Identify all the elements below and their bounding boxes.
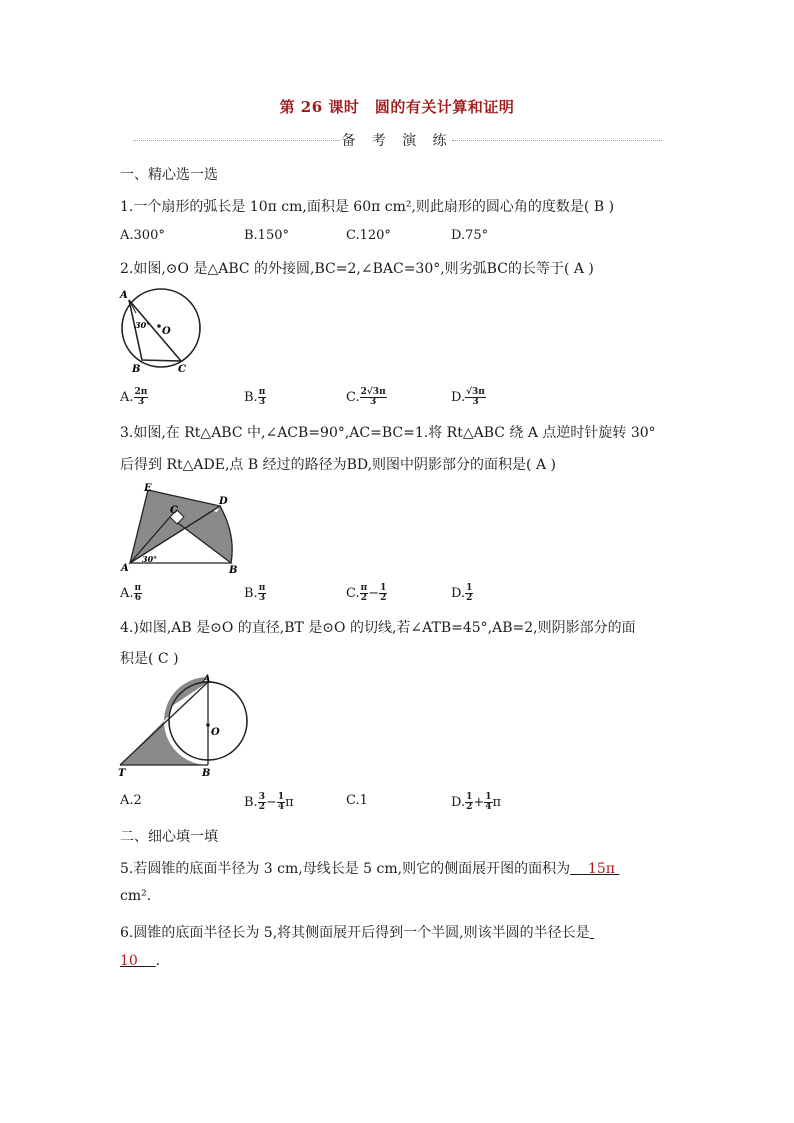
section-heading-choice: 一、精心选一选 bbox=[120, 167, 218, 183]
label-o: O bbox=[162, 326, 171, 337]
question-4-text-line2: 积是( C ) bbox=[120, 651, 179, 667]
q5-unit: cm². bbox=[120, 888, 152, 904]
label-a: A bbox=[121, 563, 129, 574]
page-title: 第 26 课时 圆的有关计算和证明 bbox=[279, 98, 515, 116]
q3-option-d: D. $\frac{1}{2}$ bbox=[451, 583, 473, 603]
question-6-text: 6.圆锥的底面半径长为 5,将其侧面展开后得到一个半圆,则该半圆的半径长是 bbox=[120, 925, 590, 941]
question-1-text: 1.一个扇形的弧长是 10π cm,面积是 60π cm²,则此扇形的圆心角的度数是( B ) bbox=[120, 199, 615, 215]
q4-tangent-figure bbox=[112, 672, 254, 782]
label-b: B bbox=[132, 364, 141, 375]
q3-option-c: C. $\frac{\pi}{2}$ − $\frac{1}{2}$ bbox=[346, 583, 387, 603]
q4-option-d: D. $\frac{1}{2}$ + $\frac{1}{4}$ π bbox=[451, 792, 502, 812]
q2-option-c: C. $\frac{2√3\pi}{3}$ bbox=[346, 387, 386, 407]
question-5-text: 5.若圆锥的底面半径为 3 cm,母线长是 5 cm,则它的侧面展开图的面积为 15π bbox=[120, 858, 619, 878]
q6-answer: 10 bbox=[120, 953, 138, 969]
q2-option-a: A. $\frac{2\pi}{3}$ bbox=[120, 387, 148, 407]
label-d: D bbox=[219, 496, 228, 507]
label-t: T bbox=[118, 768, 126, 779]
label-b: B bbox=[202, 768, 211, 779]
q4-option-a: A.2 bbox=[120, 793, 142, 808]
section-heading-fill: 二、细心填一填 bbox=[120, 829, 218, 845]
q1-option-b: B.150° bbox=[244, 228, 289, 243]
q1-option-a: A.300° bbox=[120, 228, 165, 243]
section-subtitle: 备 考 演 练 bbox=[341, 133, 453, 149]
question-3-text-line1: 3.如图,在 Rt△ABC 中,∠ACB=90°,AC=BC=1.将 Rt△ABC 绕 A 点逆时针旋转 30° bbox=[120, 425, 656, 441]
circumcircle bbox=[122, 289, 200, 367]
center-point bbox=[157, 324, 161, 328]
label-c: C bbox=[178, 364, 186, 375]
q1-option-c: C.120° bbox=[346, 228, 391, 243]
label-c: C bbox=[170, 505, 178, 516]
label-a: A bbox=[120, 290, 128, 301]
label-angle: 30° bbox=[135, 320, 151, 330]
q4-option-c: C.1 bbox=[346, 793, 368, 808]
label-e: E bbox=[144, 483, 152, 494]
q4-option-b: B. $\frac{3}{2}$ − $\frac{1}{4}$ π bbox=[244, 792, 294, 812]
q2-circle-figure bbox=[112, 286, 212, 376]
question-4-text-line1: 4.)如图,AB 是⊙O 的直径,BT 是⊙O 的切线,若∠ATB=45°,AB=2,则阴影部分的面 bbox=[120, 620, 636, 636]
question-3-text-line2: 后得到 Rt△ADE,点 B 经过的路径为BD,则图中阴影部分的面积是( A ) bbox=[120, 457, 556, 473]
q3-option-a: A. $\frac{\pi}{6}$ bbox=[120, 583, 142, 603]
triangle-abc bbox=[129, 300, 181, 361]
question-2-text: 2.如图,⊙O 是△ABC 的外接圆,BC=2,∠BAC=30°,则劣弧BC的长等于( A ) bbox=[120, 261, 594, 277]
label-b: B bbox=[229, 565, 238, 574]
q6-answer-blank bbox=[120, 953, 156, 969]
q5-answer-blank bbox=[570, 861, 619, 877]
q2-option-b: B. $\frac{\pi}{3}$ bbox=[244, 387, 266, 407]
q6-answer-line: 10 . bbox=[120, 953, 161, 969]
q3-rotation-figure bbox=[116, 480, 246, 574]
q1-option-d: D.75° bbox=[451, 228, 489, 243]
q5-answer: 15π bbox=[587, 861, 615, 877]
center-point bbox=[206, 723, 210, 727]
q2-option-d: D. $\frac{√3\pi}{3}$ bbox=[451, 387, 485, 407]
label-a: A bbox=[203, 674, 211, 685]
q3-option-b: B. $\frac{\pi}{3}$ bbox=[244, 583, 266, 603]
label-angle: 30° bbox=[142, 554, 158, 564]
label-o: O bbox=[211, 727, 220, 738]
